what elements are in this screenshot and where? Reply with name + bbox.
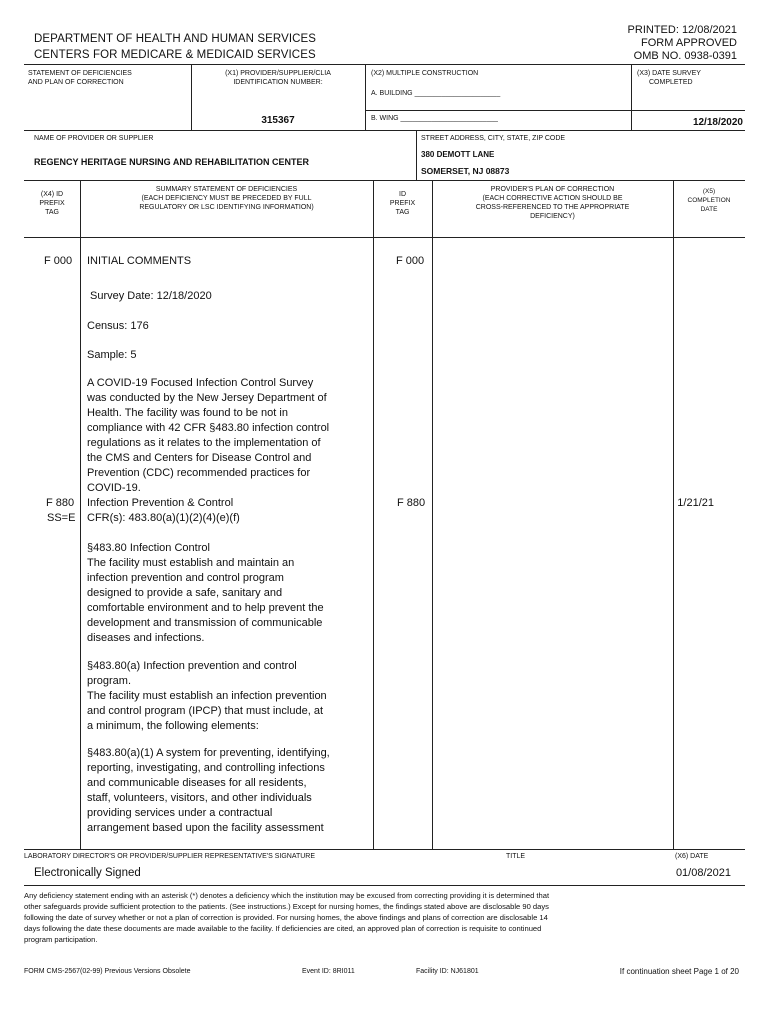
census-text: Census: 176	[87, 320, 149, 332]
printed-date: PRINTED: 12/08/2021	[627, 24, 737, 36]
id-column-header: ID PREFIX TAG	[389, 191, 416, 216]
x4-column-header: (X4) ID PREFIX TAG	[39, 191, 65, 216]
sample-text: Sample: 5	[87, 349, 137, 361]
signature-value: Electronically Signed	[34, 867, 141, 879]
provider-name: REGENCY HERITAGE NURSING AND REHABILITATION CENTER	[34, 157, 310, 167]
address-line-1: 380 DEMOTT LANE	[421, 150, 495, 159]
x2-building: A. BUILDING ______________________	[371, 90, 501, 97]
signature-label: LABORATORY DIRECTOR'S OR PROVIDER/SUPPLIER REPRESENTATIVE'S SIGNATURE	[24, 853, 316, 860]
disclaimer-text: Any deficiency statement ending with an asterisk (*) denotes a deficiency which the institution may be excused from correcting providing it is determined that other safeguards provide sufficient protection to the patients. (See instructions.) Except for nursing homes, the findings stated above are disclosable 90 days following the date of survey whether or not a plan of correction is provided. For nursing homes, the above findings and plans of correction are disclosable 14 days following the date these documents are made available to the facility. If deficiencies are cited, an approved plan of correction is requisite to continued program participation.	[24, 891, 550, 944]
centers-title: CENTERS FOR MEDICARE & MEDICAID SERVICES	[34, 49, 316, 61]
f880-title: Infection Prevention & Control	[87, 497, 234, 509]
statement-label: STATEMENT OF DEFICIENCIES AND PLAN OF CORRECTION	[28, 70, 132, 86]
plan-column-header: PROVIDER'S PLAN OF CORRECTION (EACH CORRECTIVE ACTION SHOULD BE CROSS-REFERENCED TO THE APPROPRIATE DEFICIENCY)	[475, 186, 630, 220]
f880-cfr: CFR(s): 483.80(a)(1)(2)(4)(e)(f)	[87, 512, 240, 524]
department-title: DEPARTMENT OF HEALTH AND HUMAN SERVICES	[34, 33, 317, 45]
form-number: FORM CMS-2567(02-99) Previous Versions Obsolete	[24, 968, 191, 975]
covid-paragraph: A COVID-19 Focused Infection Control Survey was conducted by the New Jersey Department of Health. The facility was found to be not in compliance with 42 CFR §483.80 infection control regulations as it relates to the implementation of the CMS and Centers for Disease Control and Prevention (CDC) recommended practices for COVID-19.	[87, 377, 330, 494]
facility-id: Facility ID: NJ61801	[416, 968, 479, 975]
f880-completion-date: 1/21/21	[677, 497, 714, 509]
title-label: TITLE	[506, 853, 526, 860]
x2-label: (X2) MULTIPLE CONSTRUCTION	[371, 70, 479, 77]
x2-wing: B. WING _________________________	[371, 115, 498, 122]
address-label: STREET ADDRESS, CITY, STATE, ZIP CODE	[421, 135, 566, 142]
scope-severity: SS=E	[47, 512, 76, 524]
x5-column-header: (X5) COMPLETION DATE	[687, 188, 731, 213]
survey-date-text: Survey Date: 12/18/2020	[90, 290, 212, 302]
event-id: Event ID: 8RI011	[302, 968, 355, 975]
address-line-2: SOMERSET, NJ 08873	[421, 166, 510, 176]
provider-id-number: 315367	[261, 115, 295, 126]
form-approved: FORM APPROVED	[641, 37, 737, 49]
tag-f000-left: F 000	[44, 255, 73, 267]
initial-comments-title: INITIAL COMMENTS	[87, 255, 192, 267]
x6-date-label: (X6) DATE	[675, 853, 709, 860]
provider-name-label: NAME OF PROVIDER OR SUPPLIER	[34, 135, 154, 142]
tag-f000-right: F 000	[396, 255, 425, 267]
omb-number: OMB NO. 0938-0391	[633, 50, 737, 62]
tag-f880-right: F 880	[397, 497, 426, 509]
infection-control-paragraph: §483.80 Infection Control The facility must establish and maintain an infection prevention and control program designed to provide a safe, sanitary and comfortable environment and to help prevent the development and transmission of communicable diseases and infections.	[87, 542, 324, 644]
x1-label: (X1) PROVIDER/SUPPLIER/CLIA IDENTIFICATION NUMBER:	[225, 70, 331, 86]
survey-completed-date: 12/18/2020	[692, 117, 743, 128]
system-paragraph: §483.80(a)(1) A system for preventing, identifying, reporting, investigating, and controlling infections and communicable diseases for all residents, staff, volunteers, visitors, and other individuals providing services under a contractual arrangement based upon the facility assessment	[87, 747, 330, 834]
summary-column-header: SUMMARY STATEMENT OF DEFICIENCIES (EACH DEFICIENCY MUST BE PRECEDED BY FULL REGULATORY OR LSC IDENTIFYING INFORMATION)	[139, 186, 314, 211]
x3-label: (X3) DATE SURVEY COMPLETED	[637, 70, 701, 86]
continuation-page: If continuation sheet Page 1 of 20	[619, 967, 739, 976]
tag-f880-left: F 880	[46, 497, 75, 509]
signature-date: 01/08/2021	[675, 867, 731, 879]
header-right-block	[628, 24, 737, 63]
ipcp-paragraph: §483.80(a) Infection prevention and control program. The facility must establish an infection prevention and control program (IPCP) that must include, at a minimum, the following elements:	[87, 660, 327, 732]
